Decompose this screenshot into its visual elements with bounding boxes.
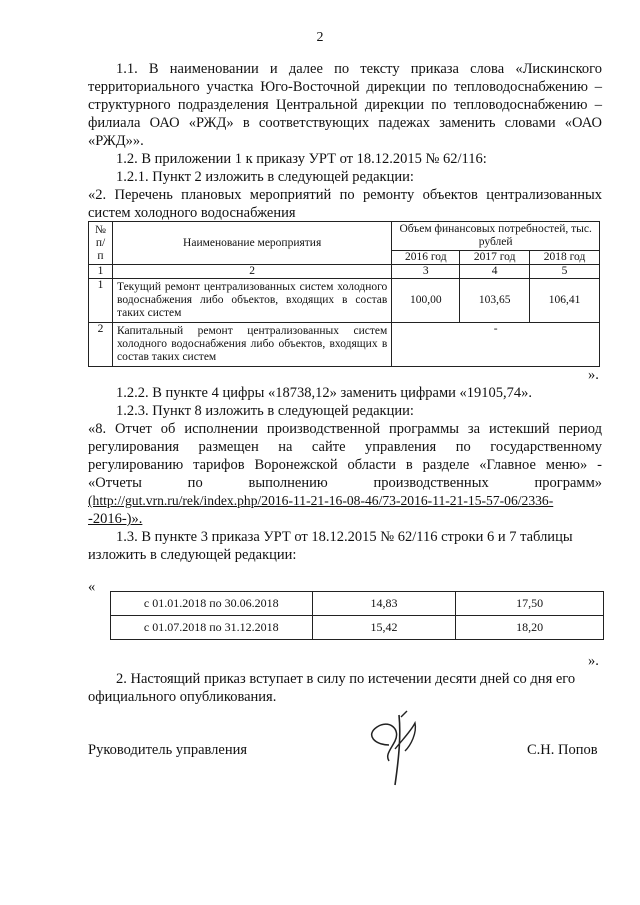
period-cell: с 01.01.2018 по 30.06.2018 xyxy=(111,592,313,616)
paragraph-8-line1: «8. Отчет об исполнении производственной программы за истекший период xyxy=(88,421,602,437)
row-value-2017: 103,65 xyxy=(460,279,530,323)
tariff-table xyxy=(110,591,604,640)
index-cell: 1 xyxy=(89,265,113,279)
signatory-name: С.Н. Попов xyxy=(527,742,598,758)
signature-icon xyxy=(355,705,435,787)
table-row xyxy=(111,616,604,640)
value-a-cell: 15,42 xyxy=(312,616,456,640)
paragraph-1-3-line2: изложить в следующей редакции: xyxy=(88,547,297,563)
value-b-cell: 17,50 xyxy=(456,592,604,616)
paragraph-1-2-2: 1.2.2. В пункте 4 цифры «18738,12» заменить цифрами «19105,74». xyxy=(116,385,533,401)
table-row xyxy=(111,592,604,616)
row-value-2016: 100,00 xyxy=(392,279,460,323)
index-cell: 2 xyxy=(112,265,391,279)
header-year-2018: 2018 год xyxy=(530,251,600,265)
report-link-end xyxy=(88,510,142,528)
index-cell: 3 xyxy=(392,265,460,279)
closing-quote-1: ». xyxy=(588,367,599,383)
row-name: Текущий ремонт централизованных систем холодного водоснабжения либо объектов, входящих в состав таких систем xyxy=(112,279,391,323)
paragraph-1-1-text: 1.1. В наименовании и далее по тексту приказа слова «Лискинского территориального участка Юго-Восточной дирекции по тепловодоснабжению – структурного подразделения Центральной дирекции по тепловодоснабжению – филиала ОАО «РЖД» в соответствующих падежах заменить словами «ОАО «РЖД»». xyxy=(88,61,602,149)
closing-quote-2: ». xyxy=(588,653,599,669)
header-volume: Объем финансовых потребностей, тыс. рублей xyxy=(392,222,600,251)
header-name: Наименование мероприятия xyxy=(112,222,391,265)
measures-table xyxy=(88,221,600,367)
paragraph-1-2: 1.2. В приложении 1 к приказу УРТ от 18.12.2015 № 62/116: xyxy=(116,151,487,167)
header-year-2017: 2017 год xyxy=(460,251,530,265)
header-year-2016: 2016 год xyxy=(392,251,460,265)
row-num: 1 xyxy=(89,279,113,323)
report-link-tail[interactable]: -2016-)». xyxy=(88,511,143,527)
paragraph-8-line4: «Отчеты по выполнению производственных программ» xyxy=(88,475,602,491)
table-row xyxy=(89,323,600,367)
period-cell: с 01.07.2018 по 31.12.2018 xyxy=(111,616,313,640)
value-a-cell: 14,83 xyxy=(312,592,456,616)
paragraph-2-line1: 2. Настоящий приказ вступает в силу по истечении десяти дней со дня его xyxy=(116,671,576,687)
opening-quote: « xyxy=(88,579,96,595)
header-num: № п/п xyxy=(89,222,113,265)
list-title-line2: систем холодного водоснабжения xyxy=(88,205,296,221)
paragraph-1-1 xyxy=(88,60,602,150)
list-title-line1: «2. Перечень плановых мероприятий по ремонту объектов централизованных xyxy=(88,187,602,203)
table-row xyxy=(89,279,600,323)
row-num: 2 xyxy=(89,323,113,367)
report-link[interactable]: (http://gut.vrn.ru/rek/index.php/2016-11-21-16-08-46/73-2016-11-21-15-57-06/2336- xyxy=(88,493,554,508)
row-name: Капитальный ремонт централизованных систем холодного водоснабжения либо объектов, входящих в состав таких систем xyxy=(112,323,391,367)
row-value-2018: 106,41 xyxy=(530,279,600,323)
paragraph-2-line2: официального опубликования. xyxy=(88,689,277,705)
value-b-cell: 18,20 xyxy=(456,616,604,640)
page-number: 2 xyxy=(316,30,324,45)
row-dash: - xyxy=(392,323,600,367)
index-cell: 5 xyxy=(530,265,600,279)
paragraph-8-line3: регулированию тарифов Воронежской области в разделе «Главное меню» - xyxy=(88,457,602,473)
paragraph-1-2-1: 1.2.1. Пункт 2 изложить в следующей редакции: xyxy=(116,169,414,185)
paragraph-1-2-3: 1.2.3. Пункт 8 изложить в следующей редакции: xyxy=(116,403,414,419)
paragraph-8-line2: регулирования размещен на сайте управления по государственному xyxy=(88,439,602,455)
signatory-title: Руководитель управления xyxy=(88,742,248,758)
index-cell: 4 xyxy=(460,265,530,279)
paragraph-1-3-line1: 1.3. В пункте 3 приказа УРТ от 18.12.2015 № 62/116 строки 6 и 7 таблицы xyxy=(116,529,573,545)
